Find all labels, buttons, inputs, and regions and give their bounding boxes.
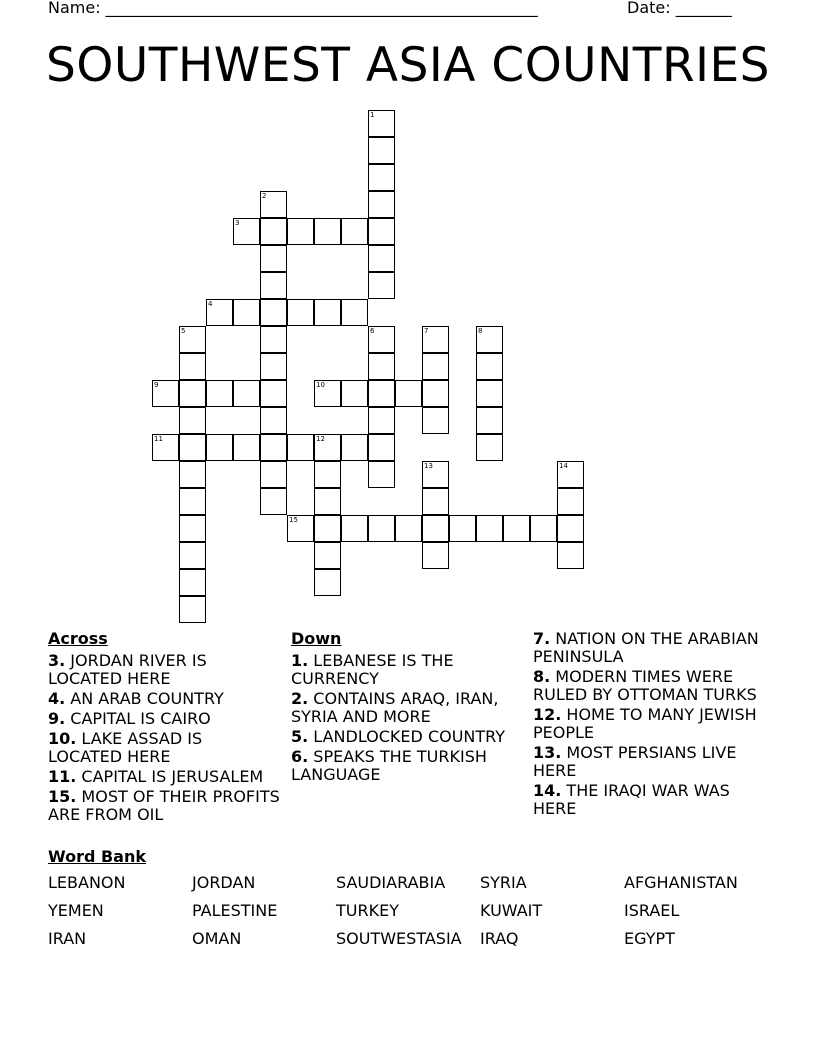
grid-cell[interactable] (422, 407, 449, 434)
clue-text: MOST OF THEIR PROFITS ARE FROM OIL (48, 787, 280, 824)
grid-cell[interactable] (179, 569, 206, 596)
clue-number-label: 3. (48, 651, 66, 670)
down-heading: Down (291, 629, 342, 648)
word-bank-item: SOUTWESTASIA (336, 929, 462, 948)
clue-number: 14 (559, 462, 568, 470)
clue-text: MODERN TIMES WERE RULED BY OTTOMAN TURKS (533, 667, 757, 704)
grid-cell[interactable] (206, 299, 233, 326)
down-clues-continued (533, 630, 765, 820)
clue-text: AN ARAB COUNTRY (65, 689, 224, 708)
grid-cell[interactable] (422, 488, 449, 515)
clue (291, 652, 523, 688)
grid-cell[interactable] (206, 434, 233, 461)
clue (48, 690, 280, 708)
grid-cell[interactable] (341, 218, 368, 245)
grid-cell[interactable] (287, 434, 314, 461)
word-bank-item: ISRAEL (624, 901, 680, 920)
grid-cell[interactable] (179, 488, 206, 515)
word-bank-item: SYRIA (480, 873, 527, 892)
clue-number-label: 10. (48, 729, 77, 748)
clue (48, 788, 280, 824)
clue-number-label: 1. (291, 651, 309, 670)
down-clues (291, 630, 523, 786)
grid-cell[interactable] (233, 380, 260, 407)
clue-number: 13 (424, 462, 433, 470)
clue-text: CAPITAL IS CAIRO (65, 709, 211, 728)
clue-number-label: 14. (533, 781, 562, 800)
grid-cell[interactable] (179, 515, 206, 542)
grid-cell[interactable] (233, 299, 260, 326)
grid-cell[interactable] (476, 353, 503, 380)
word-bank-item: PALESTINE (192, 901, 278, 920)
grid-cell[interactable] (395, 380, 422, 407)
grid-cell[interactable] (422, 542, 449, 569)
word-bank (48, 873, 778, 948)
grid-cell[interactable] (287, 218, 314, 245)
clue-number: 11 (154, 435, 163, 443)
grid-cell[interactable] (314, 434, 341, 461)
word-bank-item: EGYPT (624, 929, 675, 948)
grid-cell[interactable] (422, 461, 449, 488)
word-bank-item: SAUDIARABIA (336, 873, 446, 892)
grid-cell[interactable] (422, 515, 449, 542)
grid-cell[interactable] (368, 380, 395, 407)
grid-cell[interactable] (368, 110, 395, 137)
grid-cell[interactable] (260, 434, 287, 461)
grid-cell[interactable] (260, 326, 287, 353)
grid-cell[interactable] (422, 326, 449, 353)
clue-number-label: 2. (291, 689, 309, 708)
clue-text: LANDLOCKED COUNTRY (308, 727, 506, 746)
grid-cell[interactable] (314, 461, 341, 488)
grid-cell[interactable] (260, 299, 287, 326)
clue-number-label: 12. (533, 705, 562, 724)
grid-cell[interactable] (476, 434, 503, 461)
word-bank-item: KUWAIT (480, 901, 543, 920)
grid-cell[interactable] (233, 218, 260, 245)
word-bank-item: YEMEN (48, 901, 104, 920)
clue-number-label: 8. (533, 667, 551, 686)
word-bank-item: AFGHANISTAN (624, 873, 738, 892)
grid-cell[interactable] (557, 542, 584, 569)
grid-cell[interactable] (314, 542, 341, 569)
grid-cell[interactable] (422, 380, 449, 407)
clue (291, 748, 523, 784)
grid-cell[interactable] (206, 380, 233, 407)
puzzle-title: SOUTHWEST ASIA COUNTRIES (46, 38, 770, 93)
clue (291, 728, 523, 746)
clue-text: LEBANESE IS THE CURRENCY (291, 651, 454, 688)
clue-number-label: 11. (48, 767, 77, 786)
grid-cell[interactable] (152, 434, 179, 461)
grid-cell[interactable] (314, 218, 341, 245)
grid-cell[interactable] (449, 515, 476, 542)
clue-number: 8 (478, 327, 483, 335)
grid-cell[interactable] (260, 191, 287, 218)
grid-cell[interactable] (368, 245, 395, 272)
clue-number: 2 (262, 192, 267, 200)
clue-text: MOST PERSIANS LIVE HERE (533, 743, 737, 780)
clue-number: 7 (424, 327, 429, 335)
clue-number-label: 6. (291, 747, 309, 766)
clue-text: THE IRAQI WAR WAS HERE (533, 781, 730, 818)
date-field-label: Date: _______ (627, 0, 732, 17)
clue-number: 10 (316, 381, 325, 389)
clue-text: HOME TO MANY JEWISH PEOPLE (533, 705, 757, 742)
across-heading: Across (48, 629, 108, 648)
clue-text: CONTAINS ARAQ, IRAN, SYRIA AND MORE (291, 689, 499, 726)
clue (48, 768, 280, 786)
word-bank-item: JORDAN (192, 873, 256, 892)
word-bank-item: OMAN (192, 929, 242, 948)
clue (533, 630, 765, 666)
grid-cell[interactable] (341, 380, 368, 407)
grid-cell[interactable] (557, 488, 584, 515)
clue-number-label: 5. (291, 727, 309, 746)
clue-text: CAPITAL IS JERUSALEM (76, 767, 264, 786)
grid-cell[interactable] (260, 218, 287, 245)
grid-cell[interactable] (260, 488, 287, 515)
clue-number-label: 13. (533, 743, 562, 762)
grid-cell[interactable] (179, 542, 206, 569)
grid-cell[interactable] (341, 299, 368, 326)
clue-text: SPEAKS THE TURKISH LANGUAGE (291, 747, 487, 784)
clue-number: 1 (370, 111, 375, 119)
grid-cell[interactable] (179, 380, 206, 407)
grid-cell[interactable] (422, 353, 449, 380)
grid-cell[interactable] (368, 407, 395, 434)
clue-number: 5 (181, 327, 186, 335)
grid-cell[interactable] (260, 461, 287, 488)
name-field-label: Name: ______________________________________________________ (48, 0, 538, 17)
clue-number: 12 (316, 435, 325, 443)
grid-cell[interactable] (368, 272, 395, 299)
word-bank-item: TURKEY (336, 901, 399, 920)
grid-cell[interactable] (368, 326, 395, 353)
grid-cell[interactable] (179, 407, 206, 434)
clue (48, 730, 280, 766)
clue-number: 6 (370, 327, 375, 335)
grid-cell[interactable] (260, 272, 287, 299)
grid-cell[interactable] (368, 137, 395, 164)
grid-cell[interactable] (233, 434, 260, 461)
grid-cell[interactable] (152, 380, 179, 407)
clue-text: NATION ON THE ARABIAN PENINSULA (533, 629, 759, 666)
grid-cell[interactable] (395, 515, 422, 542)
grid-cell[interactable] (557, 461, 584, 488)
clue (533, 782, 765, 818)
clue-text: JORDAN RIVER IS LOCATED HERE (48, 651, 207, 688)
grid-cell[interactable] (260, 380, 287, 407)
grid-cell[interactable] (368, 164, 395, 191)
clue (533, 744, 765, 780)
clue-text: LAKE ASSAD IS LOCATED HERE (48, 729, 203, 766)
clue-number-label: 9. (48, 709, 66, 728)
clue-number: 4 (208, 300, 213, 308)
grid-cell[interactable] (179, 326, 206, 353)
grid-cell[interactable] (368, 191, 395, 218)
grid-cell[interactable] (260, 407, 287, 434)
word-bank-item: IRAN (48, 929, 87, 948)
grid-cell[interactable] (314, 299, 341, 326)
word-bank-title: Word Bank (48, 847, 147, 866)
grid-cell[interactable] (260, 245, 287, 272)
grid-cell[interactable] (179, 596, 206, 623)
grid-cell[interactable] (476, 326, 503, 353)
clue (533, 668, 765, 704)
grid-cell[interactable] (287, 299, 314, 326)
grid-cell[interactable] (476, 380, 503, 407)
grid-cell[interactable] (368, 515, 395, 542)
grid-cell[interactable] (476, 515, 503, 542)
clue (48, 652, 280, 688)
clue-number-label: 7. (533, 629, 551, 648)
grid-cell[interactable] (260, 353, 287, 380)
grid-cell[interactable] (557, 515, 584, 542)
clue (48, 710, 280, 728)
grid-cell[interactable] (179, 461, 206, 488)
grid-cell[interactable] (368, 461, 395, 488)
clue-number: 9 (154, 381, 159, 389)
grid-cell[interactable] (530, 515, 557, 542)
grid-cell[interactable] (503, 515, 530, 542)
grid-cell[interactable] (368, 218, 395, 245)
grid-cell[interactable] (314, 488, 341, 515)
word-bank-item: IRAQ (480, 929, 519, 948)
clue (291, 690, 523, 726)
word-bank-item: LEBANON (48, 873, 126, 892)
across-clues (48, 630, 280, 826)
clue (533, 706, 765, 742)
grid-cell[interactable] (341, 434, 368, 461)
grid-cell[interactable] (287, 515, 314, 542)
grid-cell[interactable] (476, 407, 503, 434)
grid-cell[interactable] (314, 569, 341, 596)
grid-cell[interactable] (179, 353, 206, 380)
grid-cell[interactable] (179, 434, 206, 461)
grid-cell[interactable] (368, 434, 395, 461)
clue-number: 15 (289, 516, 298, 524)
clue-number-label: 15. (48, 787, 77, 806)
clue-number: 3 (235, 219, 240, 227)
grid-cell[interactable] (368, 353, 395, 380)
grid-cell[interactable] (314, 380, 341, 407)
clue-number-label: 4. (48, 689, 66, 708)
grid-cell[interactable] (314, 515, 341, 542)
grid-cell[interactable] (341, 515, 368, 542)
